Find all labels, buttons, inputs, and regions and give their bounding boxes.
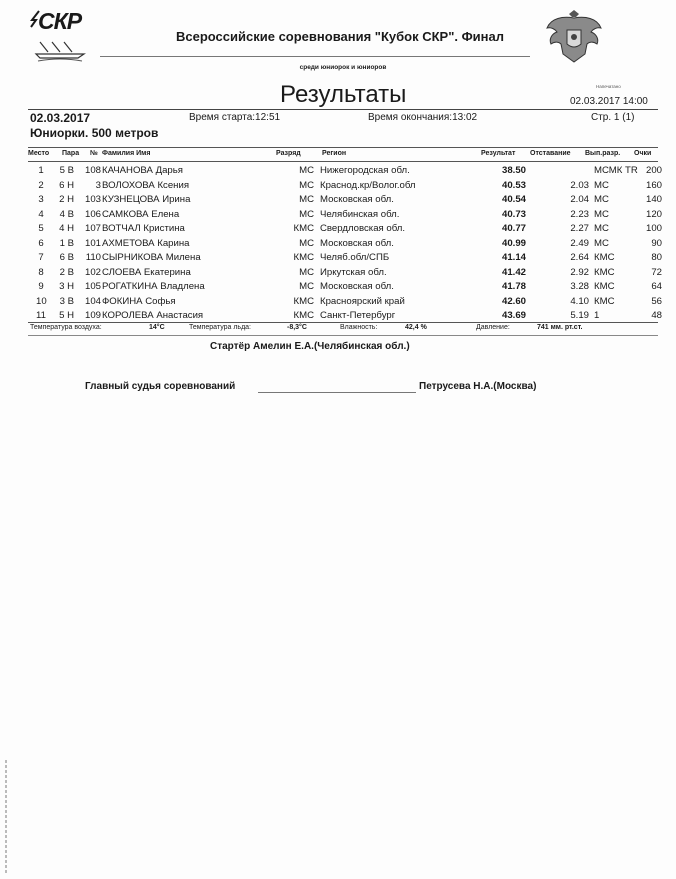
pair-cell: 4 B: [59, 208, 74, 220]
region-cell: Московская обл.: [320, 237, 394, 249]
result-cell: 40.54: [501, 194, 526, 205]
result-cell: 40.77: [501, 223, 526, 234]
bib-number-cell: 102: [84, 266, 101, 278]
table-row: [0, 265, 676, 280]
rank-cell: МС: [299, 165, 314, 176]
points-cell: 140: [645, 194, 662, 205]
discharge-cell: КМС: [594, 281, 615, 292]
result-cell: 40.99: [501, 237, 526, 249]
discharge-cell: КМС: [594, 266, 615, 278]
bib-number-cell: 103: [84, 194, 101, 205]
region-cell: Московская обл.: [320, 281, 394, 292]
table-row: [0, 279, 676, 294]
divider: [28, 109, 658, 110]
athlete-name-cell: ВОЛОХОВА Ксения: [102, 179, 190, 191]
rank-cell: КМС: [293, 223, 314, 234]
table-row: [0, 308, 676, 323]
gap-cell: 3.28: [570, 281, 589, 292]
gap-cell: 2.23: [570, 208, 589, 220]
place-cell: 10: [36, 295, 47, 307]
place-cell: 5: [38, 223, 44, 234]
pair-cell: 2 B: [59, 266, 74, 278]
pressure-value: 741 мм. рт.ст.: [537, 324, 583, 331]
athlete-name-cell: АХМЕТОВА Карина: [102, 237, 190, 249]
bib-number-cell: 110: [85, 252, 101, 263]
event-category: Юниорки. 500 метров: [30, 126, 159, 140]
region-cell: Свердловская обл.: [320, 223, 406, 234]
discharge-cell: КМС: [594, 252, 615, 263]
printed-caption: Напечатано: [596, 84, 621, 89]
skr-logo: [30, 8, 100, 64]
points-cell: 100: [645, 223, 662, 234]
points-cell: 72: [651, 266, 662, 278]
rank-cell: МС: [299, 281, 314, 292]
bib-number-cell: 105: [84, 281, 101, 292]
region-cell: Красноярский край: [320, 295, 405, 307]
rank-cell: МС: [299, 208, 314, 220]
pressure-label: Давление:: [476, 324, 510, 331]
pair-cell: 6 B: [59, 252, 74, 263]
result-cell: 38.50: [501, 165, 526, 176]
table-row: [0, 178, 676, 193]
place-cell: 3: [38, 194, 44, 205]
col-header-name: Фамилия Имя: [102, 150, 151, 157]
points-cell: 200: [645, 165, 662, 176]
gap-cell: 5.19: [570, 310, 589, 321]
pair-cell: 2 Н: [59, 194, 74, 205]
pair-cell: 4 Н: [59, 223, 74, 234]
gap-cell: 2.04: [570, 194, 589, 205]
bib-number-cell: 104: [84, 295, 101, 307]
col-header-number: №: [90, 150, 98, 157]
gap-cell: 2.27: [570, 223, 589, 234]
chief-judge-label: Главный судья соревнований: [85, 381, 236, 392]
signature-line: [258, 392, 416, 393]
table-row: [0, 236, 676, 251]
starter-official: Стартёр Амелин Е.А.(Челябинская обл.): [210, 341, 410, 352]
rank-cell: МС: [299, 237, 314, 249]
gap-cell: 4.10: [570, 295, 589, 307]
margin-print-mark: [2, 760, 10, 875]
discharge-cell: МС: [594, 237, 609, 249]
col-header-rank: Разряд: [276, 150, 301, 157]
rank-cell: КМС: [293, 310, 314, 321]
discharge-cell: МС: [594, 208, 609, 220]
points-cell: 56: [651, 295, 662, 307]
russian-eagle-emblem-icon: [543, 8, 605, 66]
points-cell: 160: [645, 179, 662, 191]
place-cell: 6: [38, 237, 44, 249]
result-cell: 40.53: [501, 179, 526, 191]
gap-cell: 2.03: [570, 179, 589, 191]
points-cell: 64: [651, 281, 662, 292]
table-row: [0, 192, 676, 207]
bib-number-cell: 3: [95, 179, 101, 191]
page-title: Результаты: [280, 81, 407, 108]
region-cell: Иркутская обл.: [320, 266, 387, 278]
result-cell: 43.69: [501, 310, 526, 321]
rank-cell: МС: [299, 194, 314, 205]
divider: [28, 161, 658, 162]
bib-number-cell: 108: [84, 165, 101, 176]
rank-cell: МС: [299, 179, 314, 191]
discharge-cell: 1: [594, 310, 600, 321]
col-header-gap: Отставание: [530, 150, 571, 157]
result-cell: 41.78: [501, 281, 526, 292]
athlete-name-cell: РОГАТКИНА Владлена: [102, 281, 205, 292]
rank-cell: МС: [299, 266, 314, 278]
region-cell: Нижегородская обл.: [320, 165, 410, 176]
divider: [100, 56, 530, 57]
athlete-name-cell: КАЧАНОВА Дарья: [102, 165, 183, 176]
region-cell: Челяб.обл/СПБ: [320, 252, 390, 263]
col-header-region: Регион: [322, 150, 347, 157]
pair-cell: 6 Н: [59, 179, 74, 191]
region-cell: Московская обл.: [320, 194, 394, 205]
table-row: [0, 207, 676, 222]
logo-text: СКР: [38, 8, 82, 34]
gap-cell: 2.64: [570, 252, 589, 263]
athlete-name-cell: ФОКИНА Софья: [102, 295, 176, 307]
table-row: [0, 221, 676, 236]
points-cell: 120: [645, 208, 662, 220]
gap-cell: 2.92: [570, 266, 589, 278]
athlete-name-cell: СЛОЕВА Екатерина: [102, 266, 191, 278]
discharge-cell: КМС: [594, 295, 615, 307]
region-cell: Краснод.кр/Волог.обл: [320, 179, 416, 191]
place-cell: 2: [38, 179, 44, 191]
col-header-pair: Пара: [62, 150, 80, 157]
result-cell: 40.73: [501, 208, 526, 220]
air-temp-value: 14°C: [149, 324, 165, 331]
result-cell: 42.60: [501, 295, 526, 307]
athlete-name-cell: ВОТЧАЛ Кристина: [102, 223, 185, 234]
rank-cell: КМС: [293, 252, 314, 263]
printed-timestamp: 02.03.2017 14:00: [570, 96, 648, 107]
bib-number-cell: 109: [84, 310, 101, 321]
humidity-label: Влажность:: [340, 324, 378, 331]
col-header-discharge: Вып.разр.: [585, 150, 621, 157]
points-cell: 80: [651, 252, 662, 263]
page-number: Стр. 1 (1): [591, 112, 635, 123]
divider: [28, 322, 658, 323]
event-date: 02.03.2017: [30, 111, 91, 125]
place-cell: 1: [38, 165, 44, 176]
bib-number-cell: 106: [84, 208, 101, 220]
region-cell: Челябинская обл.: [320, 208, 400, 220]
gap-cell: 2.49: [570, 237, 589, 249]
pair-cell: 5 B: [59, 165, 74, 176]
pair-cell: 3 B: [59, 295, 74, 307]
discharge-cell: МС: [594, 223, 609, 234]
bib-number-cell: 101: [84, 237, 101, 249]
air-temp-label: Температура воздуха:: [30, 324, 102, 331]
start-time: Время старта:12:51: [189, 112, 281, 123]
competition-title: Всероссийские соревнования "Кубок СКР". Финал: [176, 29, 505, 44]
points-cell: 90: [651, 237, 662, 249]
discharge-cell: МСМК TR: [594, 165, 638, 176]
pair-cell: 1 B: [59, 237, 74, 249]
rowing-boat-icon: [34, 38, 86, 64]
divider: [28, 335, 658, 336]
discharge-cell: МС: [594, 194, 609, 205]
table-row: [0, 294, 676, 309]
rank-cell: КМС: [293, 295, 314, 307]
humidity-value: 42,4 %: [405, 324, 427, 331]
place-cell: 11: [36, 310, 46, 321]
place-cell: 8: [38, 266, 44, 278]
athlete-name-cell: СЫРНИКОВА Милена: [102, 252, 201, 263]
place-cell: 4: [38, 208, 44, 220]
athlete-name-cell: КУЗНЕЦОВА Ирина: [102, 194, 191, 205]
divider: [28, 147, 658, 148]
results-table: [0, 163, 676, 323]
place-cell: 7: [38, 252, 44, 263]
col-header-place: Место: [28, 150, 50, 157]
pair-cell: 3 Н: [59, 281, 74, 292]
bib-number-cell: 107: [84, 223, 101, 234]
table-row: [0, 163, 676, 178]
discharge-cell: МС: [594, 179, 609, 191]
end-time: Время окончания:13:02: [368, 112, 478, 123]
col-header-result: Результат: [481, 150, 516, 157]
athlete-name-cell: САМКОВА Елена: [102, 208, 180, 220]
table-row: [0, 250, 676, 265]
col-header-points: Очки: [634, 150, 652, 157]
result-cell: 41.42: [501, 266, 526, 278]
result-cell: 41.14: [501, 252, 526, 263]
region-cell: Санкт-Петербург: [320, 310, 396, 321]
place-cell: 9: [38, 281, 44, 292]
ice-temp-value: -8,3°C: [287, 324, 307, 331]
ice-temp-label: Температура льда:: [189, 324, 251, 331]
chief-judge-name: Петрусева Н.А.(Москва): [419, 381, 537, 392]
competition-subtitle: среди юниорок и юниоров: [299, 64, 387, 71]
pair-cell: 5 Н: [59, 310, 74, 321]
points-cell: 48: [651, 310, 662, 321]
athlete-name-cell: КОРОЛЕВА Анастасия: [102, 310, 204, 321]
